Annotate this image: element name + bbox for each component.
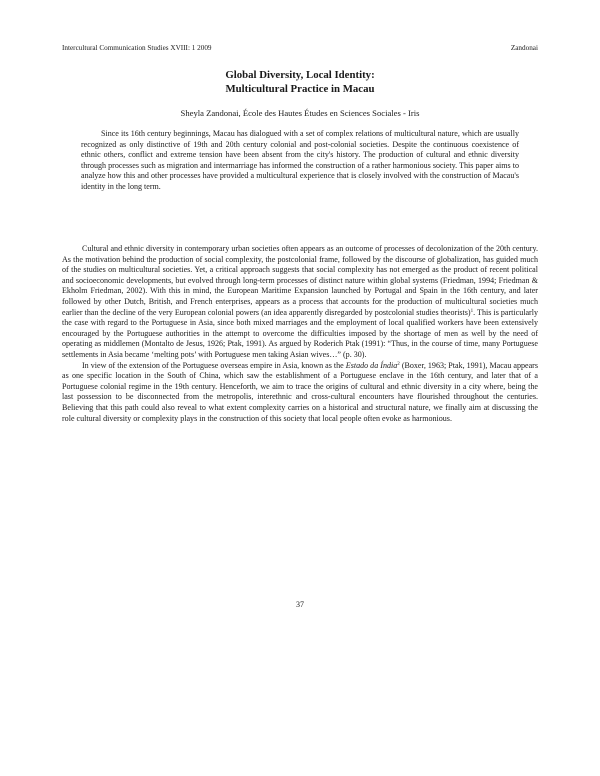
paragraph-1-text-a: Cultural and ethnic diversity in contemporary urban societies often appears as an outcome of processes of decolonization of the 20th century. As the motivation behind the production of social complexity, the postcolonial frame, followed by the discourse of globalization, has guided much of the studies on multicultural societies. Yet, a critical approach suggests that social complexity has not emerged as the product of recent political and socioeconomic developments, but evolved through long-term processes of distinct nature within global systems (Friedman, 1994; Friedman & Ekholm Friedman, 2002). With this in mind, the European Maritime Expansion launched by Portugal and Spain in the 16th century, and later followed by other Dutch, British, and French enterprises, appears as a process that accounts for the production of multicultural societies much earlier than the decline of the very European colonial powers (an idea apparently disregarded by postcolonial studies theorists) [62,244,538,317]
footnote-marker-1: 1 [470,308,474,314]
title-line-1: Global Diversity, Local Identity: [225,69,375,81]
running-author: Zandonai [510,44,538,52]
paragraph-1-text-b: . This is particularly the case with regard to the Portuguese in Asia, since both mixed marriages and the employment of local qualified workers have been extensively encouraged by the Portuguese authorities in the attempt to overcome the difficulties imposed by the shortage of men as well by the need of operating as middlemen (Montalto de Jesus, 1926; Ptak, 1991). As argued by Roderich Ptak (1991): “Thus, in the course of time, many Portuguese settlements in Asia became ‘melting pots’ with Portuguese men taking Asian wives…” (p. 30). [62,307,538,359]
estado-da-india-term: Estado da Índia [345,360,398,370]
paragraph-2-text-a: In view of the extension of the Portuguese overseas empire in Asia, known as the [82,360,346,370]
running-header [62,44,538,53]
article-title [62,68,538,96]
title-line-2: Multicultural Practice in Macau [225,83,375,95]
footnote-marker-2: 2 [397,361,400,367]
page-number: 37 [296,600,304,609]
journal-citation: Intercultural Communication Studies XVIII: 1 2009 [62,44,212,52]
body-paragraph-1 [62,244,538,361]
paragraph-2-text-b: (Boxer, 1963; Ptak, 1991), Macau appears as one specific location in the South of China, which saw the establishment of a Portuguese enclave in the 16th century, and later that of a Portuguese colonial regime in the 19th century. Henceforth, we aim to trace the origins of cultural and ethnic diversity in a city where, being the last possession to be disconnected from the metropolis, interethnic and cross-cultural encounters have flourished throughout the centuries. Believing that this path could also reveal to what extent complexity carries on a historical and structural nature, we finally aim at discussing the role cultural diversity or complexity plays in the construction of this society that local people often evoke as harmonious. [62,360,538,423]
abstract-paragraph: Since its 16th century beginnings, Macau has dialogued with a set of complex relations of multicultural nature, which are usually recognized as only distinctive of 19th and 20th century colonial and post-colonial societies. Despite the continuous coexistence of ethnic others, conflict and extreme tension have been absent from the city's history. The production of cultural and ethnic diversity through processes such as migration and intermarriage has informed the construction of a rather harmonious society. This paper aims to analyze how this and other processes have provided a multicultural experience that is closely involved with the construction of Macau's identity in the long term. [81,129,519,191]
body-text [62,244,538,424]
body-paragraph-2 [62,361,538,425]
author-affiliation: Sheyla Zandonai, École des Hautes Études en Sciences Sociales - Iris [180,108,420,118]
